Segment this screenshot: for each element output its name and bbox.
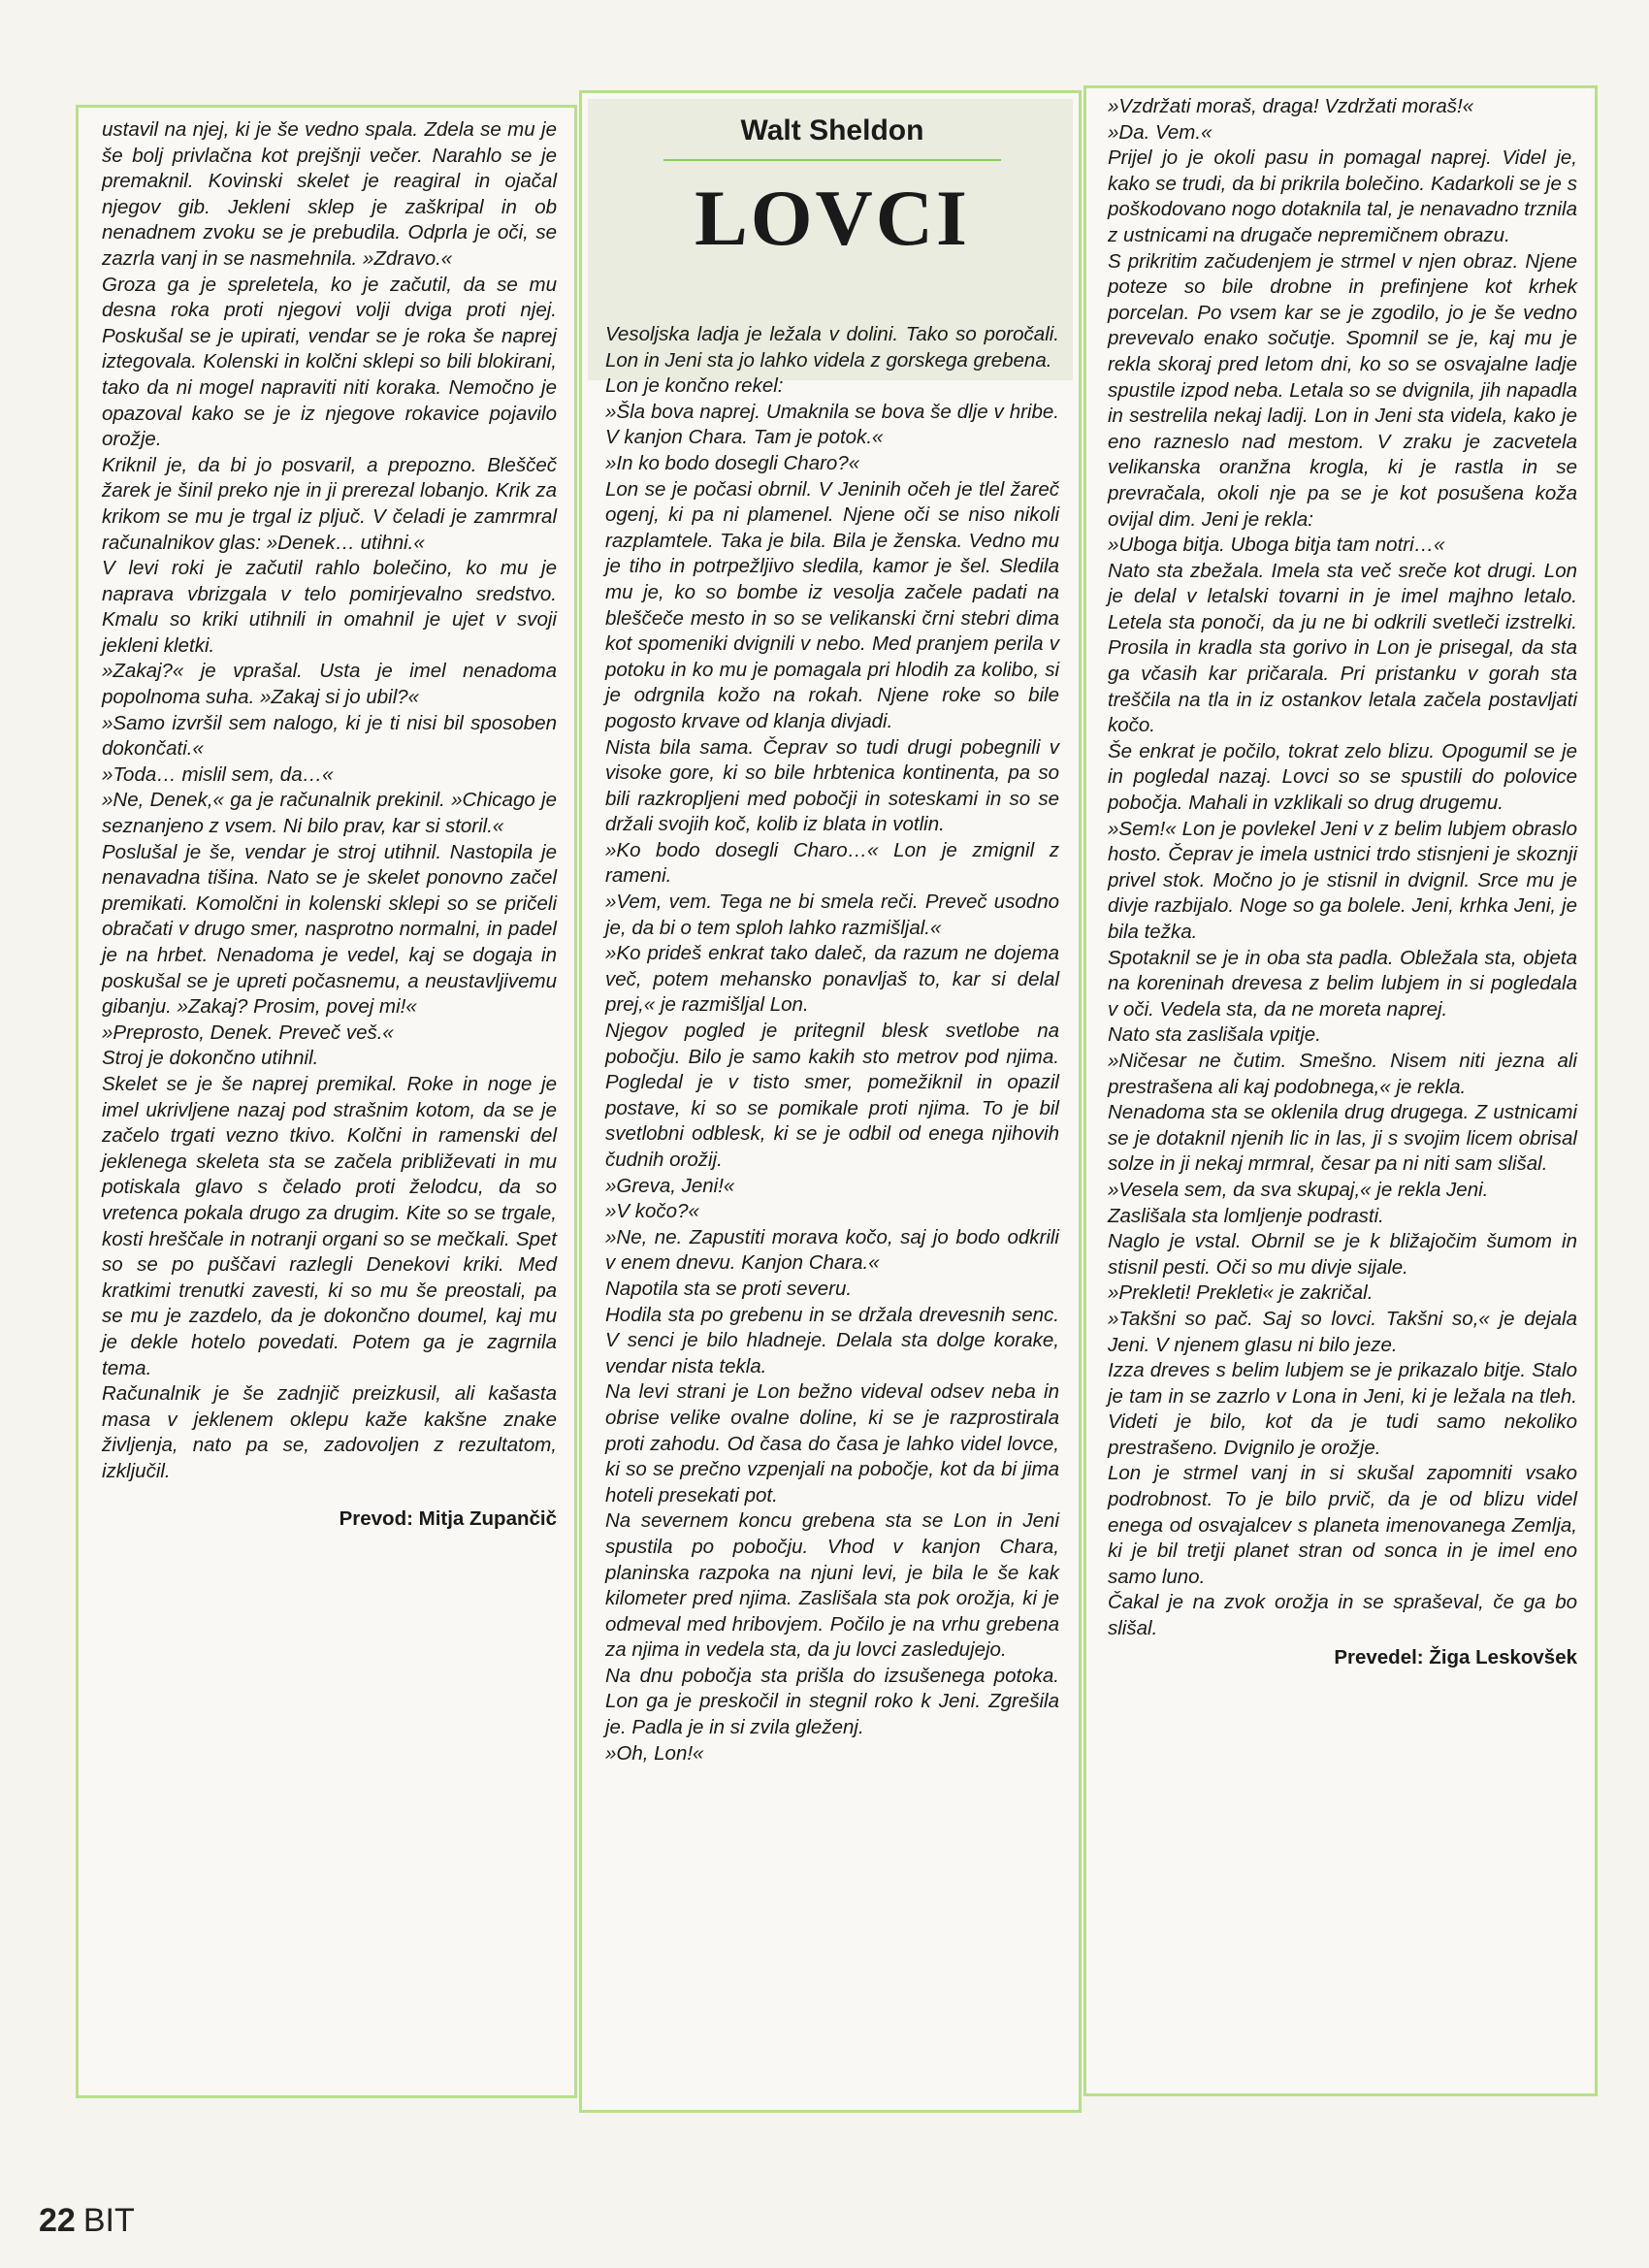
page-number: 22 — [39, 2202, 76, 2239]
column-2-text: Vesoljska ladja je ležala v dolini. Tako so poročali. Lon in Jeni sta jo lahko videla z gorskega grebena. Lon je končno rekel: »Šla bova naprej. Umaknila se bova še dlje v hribe. V kanjon Chara. Tam je potok.« »In ko bodo dosegli Charo?« Lon se je počasi obrnil. V Jeninih očeh je tlel žareč ogenj, ki pa ni plamenel. Njene oči se niso nikoli razplamtele. Taka je bila. Bila je ženska. Vedno mu je tiho in potrpežljivo sledila, kamor je šel. Sledila mu je, ko so bombe iz vesolja začele padati na bleščeče mesto in so se velikanski črni stebri dima kot spomeniki dvignili v nebo. Med pranjem perila v potoku in ko mu je pomagala pri hlodih za kolibo, si je odrgnila kožo na rokah. Njene roke so bile pogosto krvave od klanja divjadi. Nista bila sama. Čeprav so tudi drugi pobegnili v visoke gore, ki so bile hrbtenica kontinenta, pa so bili razkropljeni med pobočji in soteskami in so se držali svojih koč, kolib iz blata in votlin. »Ko bodo dosegli Charo…« Lon je zmignil z rameni. »Vem, vem. Tega ne bi smela reči. Preveč usodno je, da bi o tem sploh lahko razmišljal.« »Ko prideš enkrat tako daleč, da razum ne dojema več, potem mehansko ponavljaš to, kar si delal prej,« je razmišljal Lon. Njegov pogled je pritegnil blesk svetlobe na pobočju. Bilo je samo kakih sto metrov pod njima. Pogledal je v tisto smer, pomežiknil in opazil postave, ki so se pomikale proti njima. To je bil svetlobni odblesk, ki se je odbil od enega njihovih čudnih orožij. »Greva, Jeni!« »V kočo?« »Ne, ne. Zapustiti morava kočo, saj jo bodo odkrili v enem dnevu. Kanjon Chara.« Napotila sta se proti severu. Hodila sta po grebenu in se držala drevesnih senc. V senci je bilo hladneje. Delala sta dolge korake, vendar nista tekla. Na levi strani je Lon bežno videval odsev neba in obrise velike ovalne doline, ki se je razprostirala proti zahodu. Od časa do časa je lahko videl lovce, ki so se prečno vzpenjali na pobočje, kot da bi jima hoteli presekati pot. Na severnem koncu grebena sta se Lon in Jeni spustila po pobočju. Vhod v kanjon Chara, planinska razpoka na njuni levi, je bila le še kak kilometer pred njima. Zaslišala sta pok orožja, ki je odmeval med hribovjem. Počilo je na vrhu grebena za njima in vedela sta, da ju lovci zasledujejo. Na dnu pobočja sta prišla do izsušenega potoka. Lon ga je preskočil in stegnil roko k Jeni. Zgrešila je. Padla je in si zvila gleženj. »Oh, Lon!« — [605, 323, 1059, 1765]
article-column-2 — [579, 90, 1082, 2113]
translator-credit-2: Prevedel: Žiga Leskovšek — [1334, 1645, 1577, 1669]
article-column-1 — [76, 105, 577, 2098]
column-1-text: ustavil na njej, ki je še vedno spala. Zdela se mu je še bolj privlačna kot prejšnji večer. Narahlo se je premaknil. Kovinski skelet je reagiral in ojačal njegov gib. Jekleni sklep je zaškripal in ob nenadnem zvoku se je prebudila. Odprla je oči, se zazrla vanj in se nasmehnila. »Zdravo.« Groza ga je spreletela, ko je začutil, da se mu desna roka proti njegovi volji dviga proti njej. Poskušal se je upirati, vendar se je roka še naprej iztegovala. Kolenski in kolčni sklepi so bili blokirani, tako da ni mogel napraviti niti koraka. Nemočno je opazoval kako se je iz njegove rokavice pojavilo orožje. Kriknil je, da bi jo posvaril, a prepozno. Bleščeč žarek je šinil preko nje in ji prerezal lobanjo. Krik za krikom se mu je trgal iz pljuč. V čeladi je zamrmral računalnikov glas: »Denek… utihni.« V levi roki je začutil rahlo bolečino, ko mu je naprava vbrizgala v telo pomirjevalno sredstvo. Kmalu so kriki utihnili in omahnil je ujet v svoji jekleni kletki. »Zakaj?« je vprašal. Usta je imel nenadoma popolnoma suha. »Zakaj si jo ubil?« »Samo izvršil sem nalogo, ki je ti nisi bil sposoben dokončati.« »Toda… mislil sem, da…« »Ne, Denek,« ga je računalnik prekinil. »Chicago je seznanjeno z vsem. Ni bilo prav, kar si storil.« Poslušal je še, vendar je stroj utihnil. Nastopila je nenavadna tišina. Nato se je skelet ponovno začel premikati. Komolčni in kolenski sklepi so se pričeli obračati v drugo smer, nasprotno normalni, in padel je na hrbet. Nenadoma je vedel, kaj se dogaja in poskušal se je upreti počasnemu, a neustavljivemu gibanju. »Zakaj? Prosim, povej mi!« »Preprosto, Denek. Preveč veš.« Stroj je dokončno utihnil. Skelet se je še naprej premikal. Roke in noge je imel ukrivljene nazaj pod strašnim kotom, da se je začelo trgati vezno tkivo. Kolčni in ramenski del jeklenega skeleta sta se začela približevati in mu potiskala glavo s čelado proti želodcu, da so vretenca pokala drugo za drugim. Kite so se trgale, kosti hreščale in notranji organi so se mečkali. Spet so se po puščavi razlegli Denekovi kriki. Med kratkimi trenutki zavesti, ki so mu še preostali, pa se mu je zazdelo, da je dokončno doumel, kaj mu je dekle hotelo povedati. Potem ga je zagrnila tema. Računalnik je še zadnjič preizkusil, ali kašasta masa v jeklenem oklepu kaže kakšne znake življenja, nato pa se, zadovoljen z rezultatom, izključil. — [102, 118, 557, 1482]
title-divider — [663, 159, 1001, 161]
magazine-name: BIT — [82, 2202, 135, 2239]
story-title: LOVCI — [695, 174, 970, 262]
page-footer — [39, 2202, 135, 2240]
story-author: Walt Sheldon — [740, 114, 924, 146]
column-3-text: »Vzdržati moraš, draga! Vzdržati moraš!« »Da. Vem.« Prijel jo je okoli pasu in pomagal naprej. Videl je, kako se trudi, da bi prikrila bolečino. Kadarkoli se je s poškodovano nogo dotaknila tal, je nenavadno trznila z ustnicami na drugače nepremičnem obrazu. S prikritim začudenjem je strmel v njen obraz. Njene poteze so bile drobne in prefinjene kot krhek porcelan. Po vsem kar se je zgodilo, jo je še vedno prevevalo enako sočutje. Spomnil se je, kaj mu je rekla skoraj pred letom dni, ko so se osvajalne ladje spustile izpod neba. Letala so se dvignila, jih napadla in sestrelila nekaj ladij. Lon in Jeni sta videla, kako je eno razneslo nad mestom. V zraku je zacvetela velikanska oranžna krogla, ki je rastla in se prevračala, okoli nje pa se je kot posušena koža ovijal dim. Jeni je rekla: »Uboga bitja. Uboga bitja tam notri…« Nato sta zbežala. Imela sta več sreče kot drugi. Lon je delal v letalski tovarni in je imel majhno letalo. Letela sta ponoči, da ju ne bi odkrili svetleči izstrelki. Prosila in kradla sta gorivo in Lon je prisegal, da sta ga včasih kar pričarala. Pri pristanku v gorah sta treščila na tla in iz ostankov letala začela postavljati kočo. Še enkrat je počilo, tokrat zelo blizu. Opogumil se je in pogledal nazaj. Lovci so se spustili do polovice pobočja. Mahali in vzklikali so drug drugemu. »Sem!« Lon je povlekel Jeni v z belim lubjem obraslo hosto. Čeprav je imela ustnici trdo stisnjeni je skoznji privel stok. Močno jo je stisnil in dvignil. Srce mu je divje razbijalo. Noge so ga bolele. Jeni, krhka Jeni, je bila težka. Spotaknil se je in oba sta padla. Obležala sta, objeta na koreninah drevesa z belim lubjem in si pogledala v oči. Vedela sta, da ne moreta naprej. Nato sta zaslišala vpitje. »Ničesar ne čutim. Smešno. Nisem niti jezna ali prestrašena ali kaj podobnega,« je rekla. Nenadoma sta se oklenila drug drugega. Z ustnicami se je dotaknil njenih lic in las, ji s svojim licem obrisal solze in ji nekaj mrmral, česar pa ni niti sam slišal. »Vesela sem, da sva skupaj,« je rekla Jeni. Zaslišala sta lomljenje podrasti. Naglo je vstal. Obrnil se je k bližajočim šumom in stisnil pesti. Oči so mu divje sijale. »Prekleti! Prekleti« je zakričal. »Takšni so pač. Saj so lovci. Takšni so,« je dejala Jeni. V njenem glasu ni bilo jeze. Izza dreves s belim lubjem se je prikazalo bitje. Stalo je tam in se zazrlo v Lona in Jeni, ki je ležala na tleh. Videti je bilo, kot da je tudi samo nekoliko prestrašeno. Dvignilo je orožje. Lon je strmel vanj in si skušal zapomniti vsako podrobnost. To je bilo prvič, da je od blizu videl enega od osvajalcev s planeta imenovanega Zemlja, ki je bil tretji planet stran od sonca in je imel eno samo luno. Čakal je na zvok orožja in se spraševal, če ga bo slišal. — [1108, 95, 1577, 1640]
translator-credit-1: Prevod: Mitja Zupančič — [339, 1507, 557, 1531]
article-column-3 — [1083, 85, 1598, 2096]
